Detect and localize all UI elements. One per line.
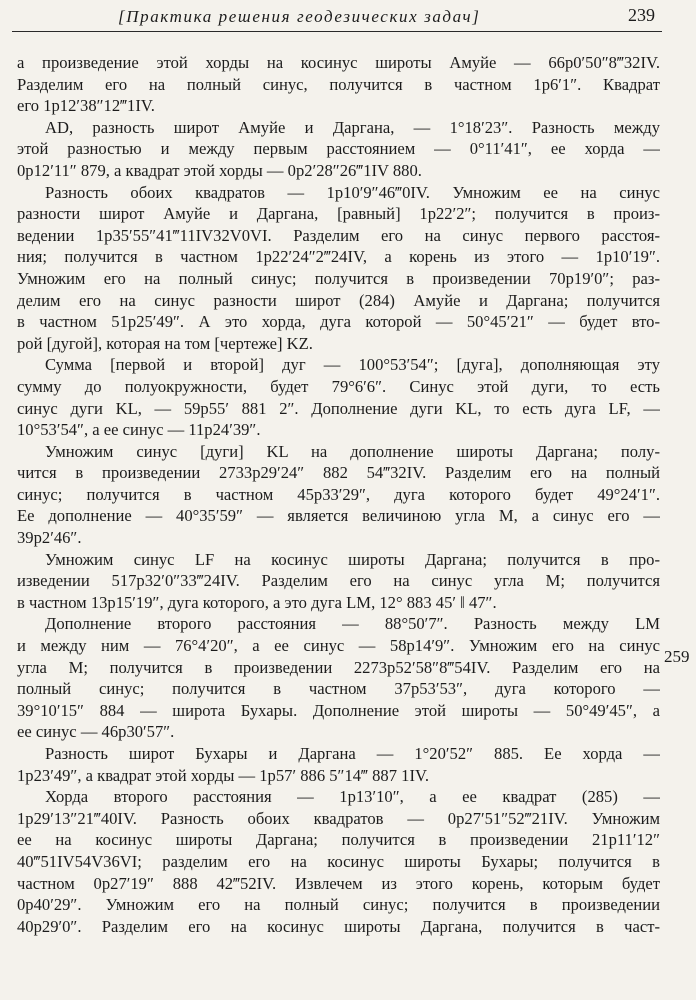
text-line: ния; получится в частном 1р22′24″2‴24IV, а корень из этого — 1р10′19″. — [17, 247, 660, 267]
text-line: частном 0р27′19″ 888 42‴52IV. Извлечем из этого корень, которым будет — [17, 873, 660, 893]
text-line: 39°10′15″ 884 — широта Бухары. Дополнение этой широты — 50°49′45″, а — [17, 700, 660, 720]
text-line: Сумма [первой и второй] дуг — 100°53′54″; [дуга], дополняющая эту — [45, 355, 660, 375]
text-line: AD, разность широт Амуйе и Даргана, — 1°18′23″. Разность между — [45, 117, 660, 137]
text-line: а произведение этой хорды на косинус широты Амуйе — 66р0′50″8‴32IV. — [17, 53, 660, 72]
text-line: делим его на синус разности широт (284) Амуйе и Даргана; получится — [17, 290, 660, 310]
text-line: Разность обоих квадратов — 1р10′9″46‴0IV. Умножим ее на синус — [45, 182, 660, 202]
text-line: 40р29′0″. Разделим его на косинус широты Даргана, получится в част- — [17, 916, 660, 936]
text-line: Умножим синус LF на косинус широты Даргана; получится в про- — [45, 549, 660, 569]
text-line: 0р40′29″. Умножим его на полный синус; получится в произведении — [17, 895, 660, 915]
text-line: 40‴51IV54V36VI; разделим его на косинус широты Бухары; получится в — [17, 851, 660, 871]
text-line: Разделим его на полный синус, получится в частном 1р6′1″. Квадрат — [17, 74, 660, 94]
text-line: Умножим его на полный синус; получится в произведении 70р19′0″; раз- — [17, 268, 660, 288]
text-line: Ее дополнение — 40°35′59″ — является величиною угла M, а синус его — — [17, 506, 660, 526]
page-number: 239 — [628, 5, 655, 25]
body-text — [17, 52, 660, 937]
text-line: чится в произведении 2733р29′24″ 882 54‴32IV. Разделим его на полный — [17, 463, 660, 483]
text-line: 0р12′11″ 879, а квадрат этой хорды — 0р2′28″26‴1IV 880. — [17, 160, 422, 180]
text-line: Хорда второго расстояния — 1р13′10″, а ее квадрат (285) — — [45, 787, 660, 807]
text-line: в частном 51р25′49″. А это хорда, дуга которой — 50°45′21″ — будет вто- — [17, 312, 660, 332]
header-rule — [12, 31, 662, 32]
text-line: рой [дугой], которая на том [чертеже] KZ. — [17, 333, 313, 353]
text-line: Разность широт Бухары и Даргана — 1°20′52″ 885. Ее хорда — — [45, 744, 660, 763]
text-line: 1р29′13″21‴40IV. Разность обоих квадратов — 0р27′51″52‴21IV. Умножим — [17, 808, 660, 828]
text-line: изведении 517р32′0″33‴24IV. Разделим его на синус угла M; получится — [17, 571, 660, 591]
text-line: Умножим синус [дуги] KL на дополнение широты Даргана; полу- — [45, 441, 660, 461]
text-line: 10°53′54″, а ее синус — 11р24′39″. — [17, 420, 261, 440]
text-line: синус; получится в частном 45р33′29″, дуга которого будет 49°24′1″. — [17, 484, 660, 504]
text-line: сумму до полуокружности, будет 79°6′6″. Синус этой дуги, то есть — [17, 376, 660, 396]
page-header — [0, 0, 696, 38]
text-line: в частном 13р15′19″, дуга которого, а это дуга LM, 12° 883 45′ ‖ 47″. — [17, 592, 497, 612]
text-line: полный синус; получится в частном 37р53′53″, дуга которого — — [17, 679, 660, 699]
margin-page-number: 259 — [664, 647, 690, 666]
text-line: ведении 1р35′55″41‴11IV32V0VI. Разделим его на синус первого расстоя- — [17, 225, 660, 245]
text-line: угла M; получится в произведении 2273р52′58″8‴54IV. Разделим его на — [17, 657, 660, 677]
text-line: Дополнение второго расстояния — 88°50′7″. Разность между LM — [45, 614, 660, 634]
text-line: синус дуги KL, — 59р55′ 881 2″. Дополнение дуги KL, то есть дуга LF, — — [17, 398, 660, 418]
text-line: разности широт Амуйе и Даргана, [равный] 1р22′2″; получится в произ- — [17, 204, 660, 224]
running-head: [Практика решения геодезических задач] — [118, 7, 481, 26]
text-line: ее синус — 46р30′57″. — [17, 722, 175, 742]
text-line: ее на косинус широты Даргана; получится в произведении 21р11′12″ — [17, 830, 660, 850]
text-line: его 1р12′38″12‴1IV. — [17, 96, 155, 116]
text-line: 1р23′49″, а квадрат этой хорды — 1р57′ 886 5″14‴ 887 1IV. — [17, 765, 429, 785]
text-line: этой разностью и между первым расстоянием — 0°11′41″, ее хорда — — [17, 139, 660, 159]
text-line: и между ним — 76°4′20″, а ее синус — 58р14′9″. Умножим его на синус — [17, 636, 660, 656]
text-line: 39р2′46″. — [17, 528, 82, 548]
